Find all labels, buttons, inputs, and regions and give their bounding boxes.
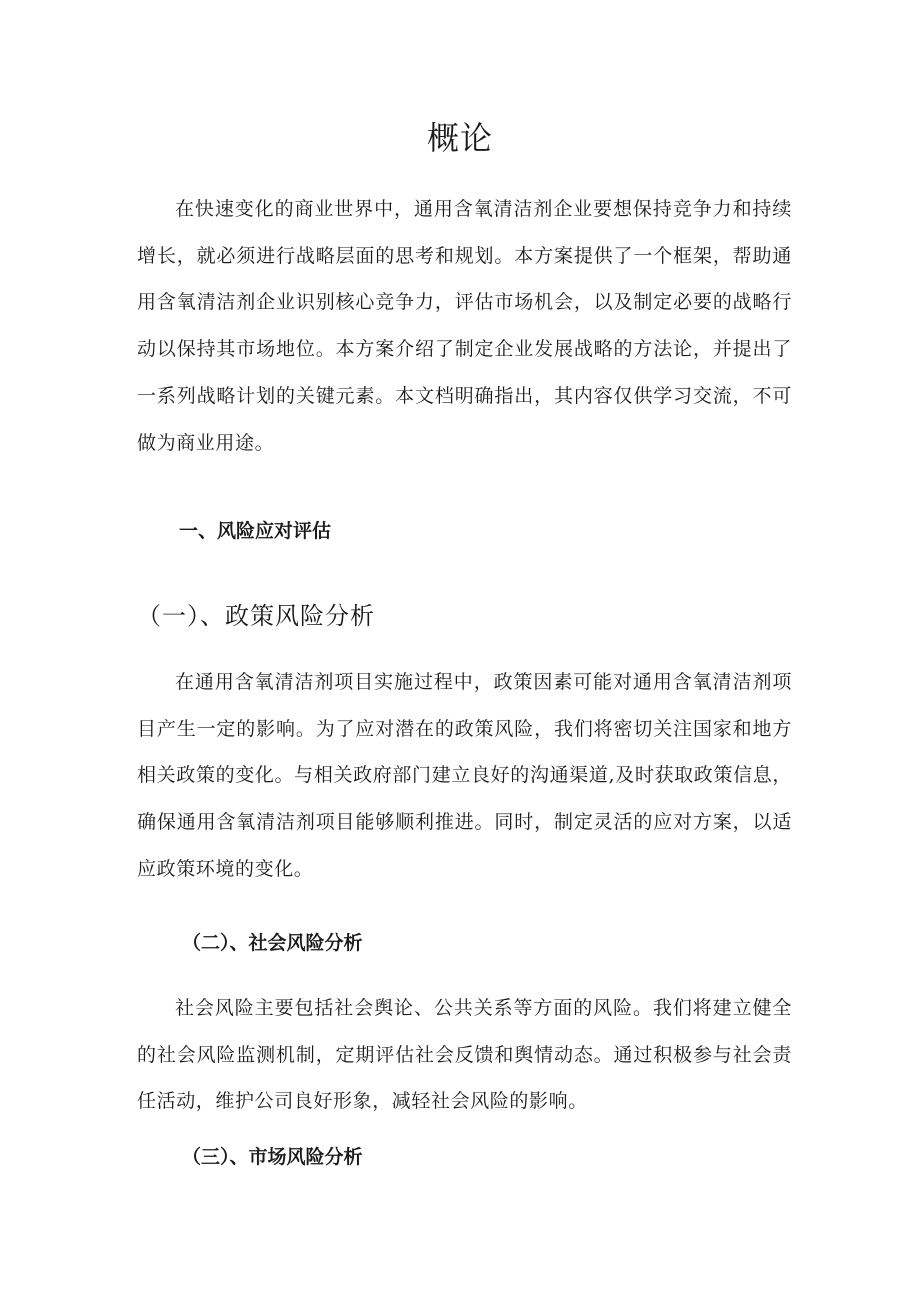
subsection-heading-social-risk: （二）、社会风险分析: [182, 932, 363, 954]
policy-risk-paragraph: 在通用含氧清洁剂项目实施过程中，政策因素可能对通用含氧清洁剂项目产生一定的影响。为了应对潜在的政策风险，我们将密切关注国家和地方相关政策的变化。与相关政府部门建立良好的沟通渠道,及时获取政策信息，确保通用含氧清洁剂项目能够顺利推进。同时，制定灵活的应对方案，以适应政策环境的变化。: [137, 671, 792, 880]
section-heading-risk-assessment: 一、风险应对评估: [179, 520, 332, 542]
intro-paragraph: 在快速变化的商业世界中，通用含氧清洁剂企业要想保持竞争力和持续增长，就必须进行战略层面的思考和规划。本方案提供了一个框架，帮助通用含氧清洁剂企业识别核心竞争力，评估市场机会，以及制定必要的战略行动以保持其市场地位。本方案介绍了制定企业发展战略的方法论，并提出了一系列战略计划的关键元素。本文档明确指出，其内容仅供学习交流，不可做为商业用途。: [137, 198, 792, 454]
social-risk-paragraph: 社会风险主要包括社会舆论、公共关系等方面的风险。我们将建立健全的社会风险监测机制，定期评估社会反馈和舆情动态。通过积极参与社会责任活动，维护公司良好形象，减轻社会风险的影响。: [137, 997, 792, 1113]
document-title: 概论: [426, 119, 493, 157]
subsection-heading-policy-risk: （一）、政策风险分析: [137, 602, 375, 630]
subsection-heading-market-risk: （三）、市场风险分析: [182, 1146, 363, 1168]
